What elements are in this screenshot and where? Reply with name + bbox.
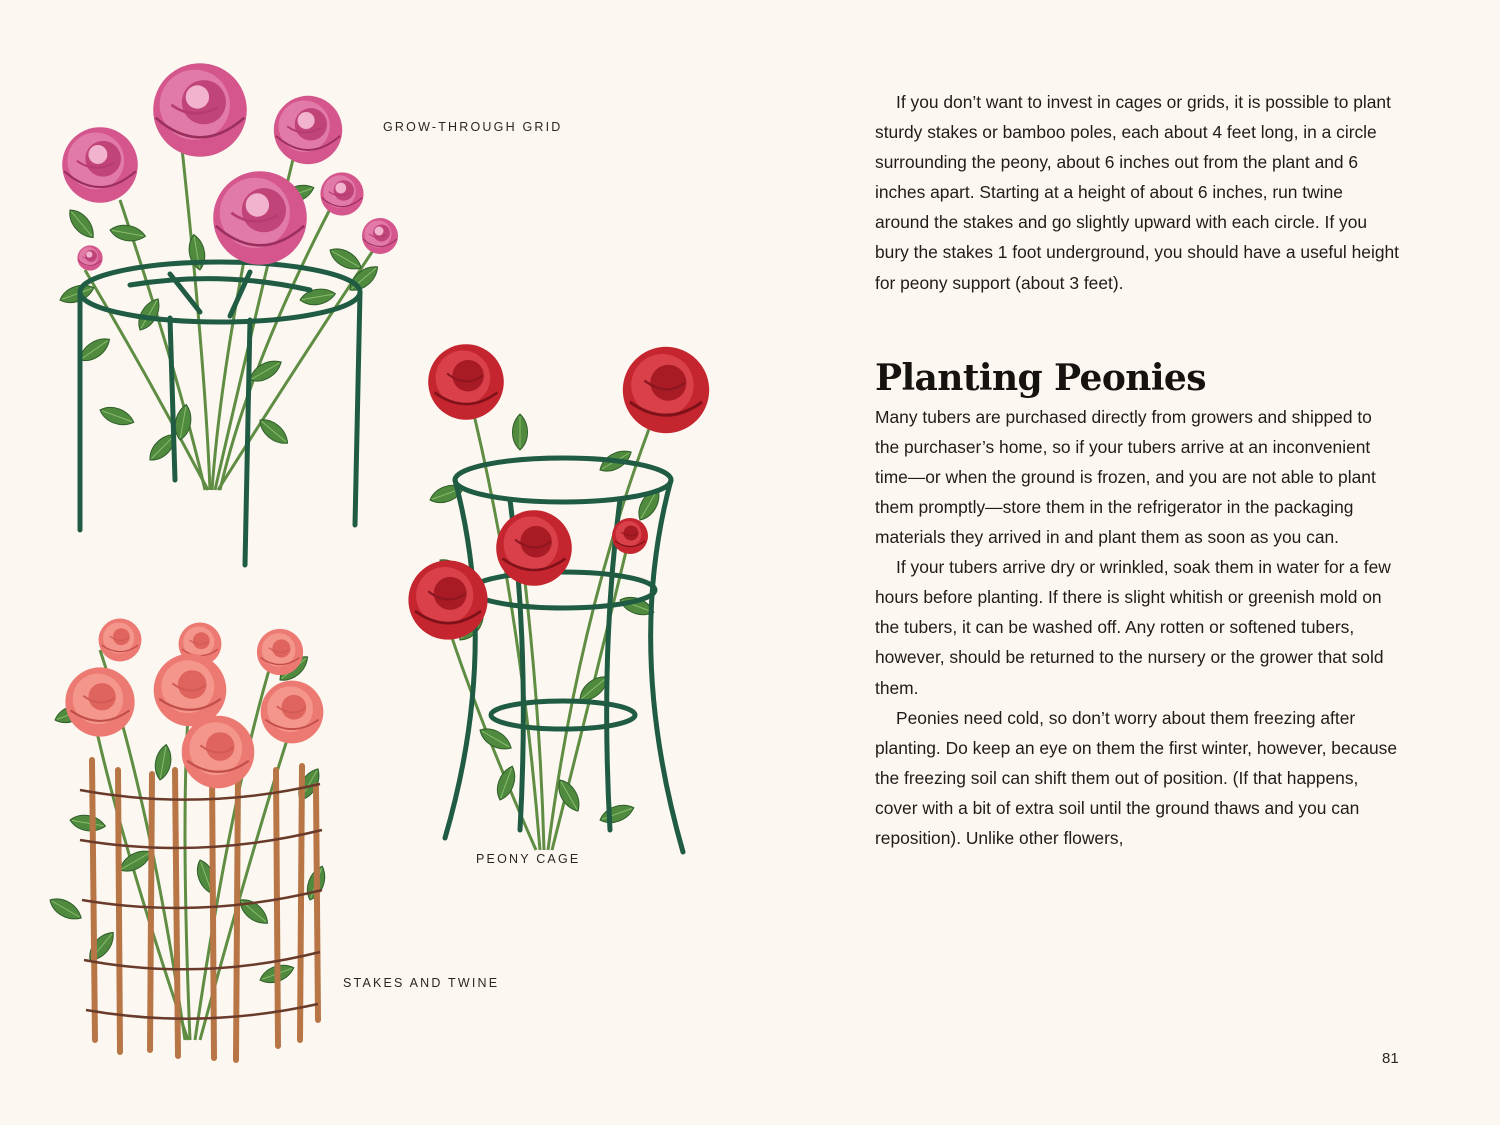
grow-through-grid-illustration — [57, 63, 398, 565]
body-text-column — [875, 87, 1400, 853]
section-heading: Planting Peonies — [875, 356, 1206, 399]
caption-grow-through-grid: GROW-THROUGH GRID — [383, 120, 563, 134]
peony-cage-illustration — [408, 344, 709, 852]
caption-stakes-and-twine: STAKES AND TWINE — [343, 976, 500, 990]
body-paragraph: Peonies need cold, so don’t worry about them freezing after planting. Do keep an eye on them the first winter, however, because the freezing soil can shift them out of position. (If that happens, cover with a bit of extra soil until the ground thaws and you can reposition). Unlike other flowers, — [875, 707, 1398, 848]
page-number: 81 — [1382, 1050, 1399, 1067]
body-paragraph: If your tubers arrive dry or wrinkled, soak them in water for a few hours before planting. If there is slight whitish or greenish mold on the tubers, it can be washed off. Any rotten or softened tubers, however, should be returned to the nursery or the grower that sold them. — [875, 557, 1391, 698]
body-paragraph: Many tubers are purchased directly from growers and shipped to the purchaser’s home, so if your tubers arrive at an inconvenient time—or when the ground is frozen, and you are not able to plant them promptly—store them in the refrigerator in the packaging materials they arrived in and plant them as soon as you can. — [875, 406, 1376, 548]
caption-peony-cage: PEONY CAGE — [476, 852, 581, 866]
intro-paragraph: If you don’t want to invest in cages or grids, it is possible to plant sturdy stakes or bamboo poles, each about 4 feet long, in a circle surrounding the peony, about 6 inches out from the plant and 6 inches apart. Starting at a height of about 6 inches, run twine around the stakes and go slightly upward with each circle. If you bury the stakes 1 foot underground, you should have a useful height for peony support (about 3 feet). — [875, 92, 1400, 293]
stakes-and-twine-illustration — [46, 619, 329, 1060]
